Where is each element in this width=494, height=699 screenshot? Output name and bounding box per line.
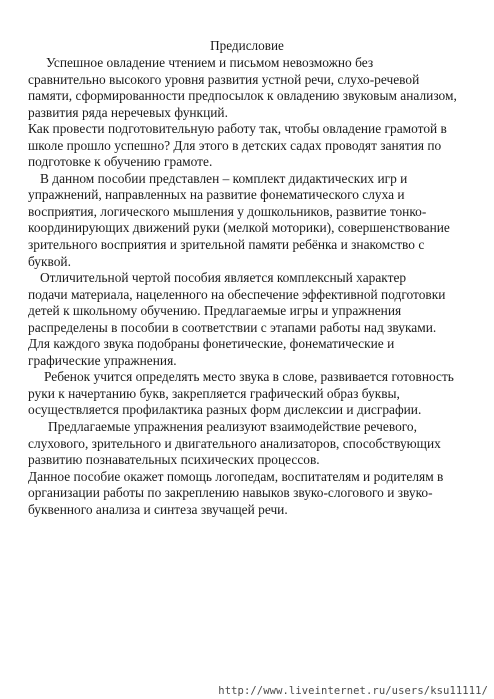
text-line: сравнительно высокого уровня развития устной речи, слухо-речевой xyxy=(28,71,420,87)
text-line: детей к школьному обучению. Предлагаемые игры и упражнения xyxy=(28,303,402,319)
text-line: руки к начертанию букв, закрепляется графический образ буквы, xyxy=(28,385,400,401)
text-line: Для каждого звука подобраны фонетические, фонематические и xyxy=(28,336,395,352)
text-line: В данном пособии представлен – комплект дидактических игр и xyxy=(40,170,408,186)
text-line: зрительного восприятия и зрительной памяти ребёнка и знакомство с xyxy=(28,237,425,253)
text-line: буквенного анализа и синтеза звучащей речи. xyxy=(28,501,288,517)
text-line: памяти, сформированности предпосылок к овладению звуковым анализом, xyxy=(28,88,457,104)
text-line: координирующих движений руки (мелкой моторики), совершенствование xyxy=(28,220,450,236)
text-line: Как провести подготовительную работу так, чтобы овладение грамотой в xyxy=(28,121,447,137)
text-line: распределены в пособии в соответствии с этапами работы над звуками. xyxy=(28,319,437,335)
text-line: Ребенок учится определять место звука в слове, развивается готовность xyxy=(44,369,454,385)
text-line: упражнений, направленных на развитие фонематического слуха и xyxy=(28,187,405,203)
body-text xyxy=(28,55,478,518)
text-line: подачи материала, нацеленного на обеспечение эффективной подготовки xyxy=(28,286,446,302)
text-line: подготовке к обучению грамоте. xyxy=(28,154,213,170)
text-line: слухового, зрительного и двигательного анализаторов, способствующих xyxy=(28,435,441,451)
text-line: развитию познавательных психических процессов. xyxy=(28,452,320,468)
text-line: школе прошло успешно? Для этого в детских садах проводят занятия по xyxy=(28,137,442,153)
watermark-url: http://www.liveinternet.ru/users/ksu11111/ xyxy=(218,685,488,697)
text-line: графические упражнения. xyxy=(28,352,177,368)
page-title: Предисловие xyxy=(210,38,284,53)
text-line: Успешное овладение чтением и письмом невозможно без xyxy=(46,55,374,70)
text-line: Данное пособие окажет помощь логопедам, воспитателям и родителям в xyxy=(28,468,444,484)
text-line: организации работы по закреплению навыков звуко-слогового и звуко- xyxy=(28,485,433,501)
text-line: Отличительной чертой пособия является комплексный характер xyxy=(40,270,407,286)
text-line: развития ряда неречевых функций. xyxy=(28,104,228,120)
text-line: Предлагаемые упражнения реализуют взаимодействие речевого, xyxy=(48,419,417,435)
text-line: осуществляется профилактика разных форм дислексии и дисграфии. xyxy=(28,402,422,418)
text-line: буквой. xyxy=(28,253,71,269)
text-line: восприятия, логического мышления у дошкольников, развитие тонко- xyxy=(28,203,427,219)
